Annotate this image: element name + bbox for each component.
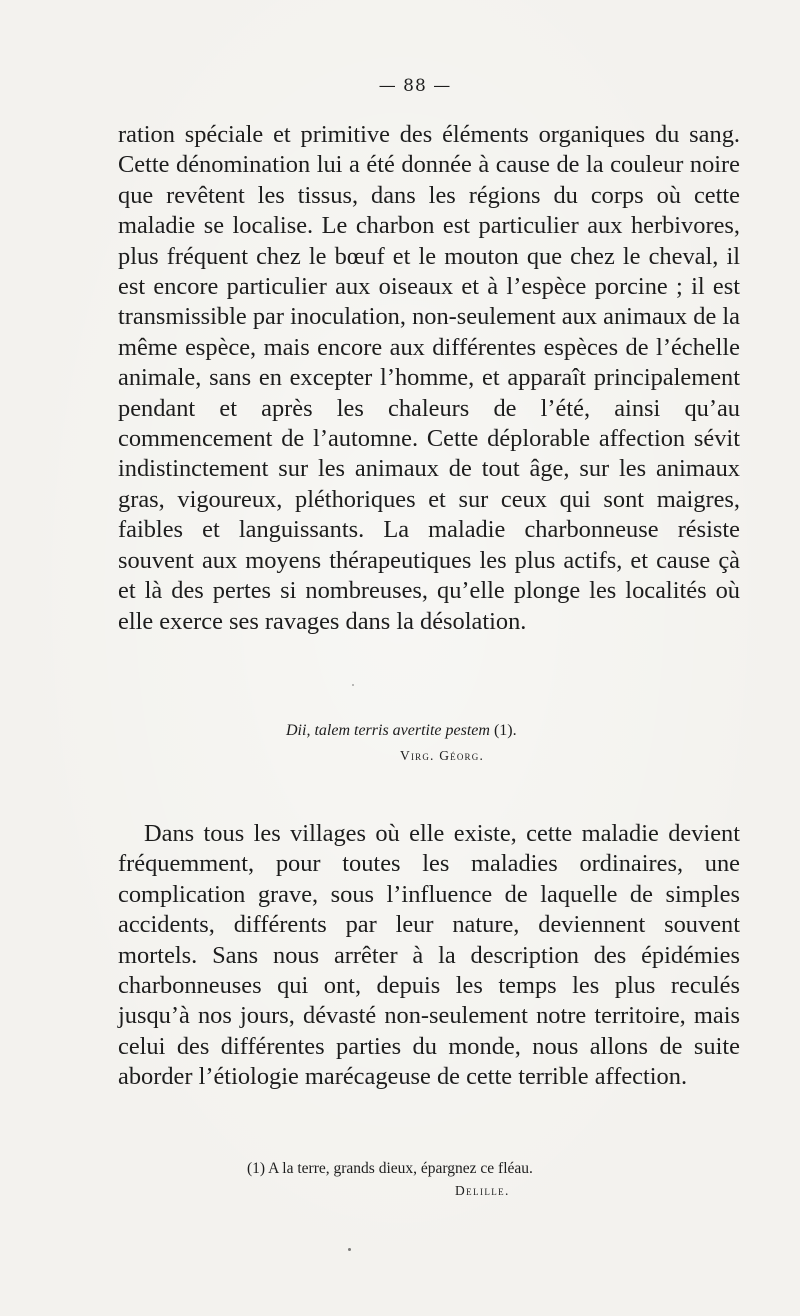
epigraph-note-ref: (1).	[493, 722, 517, 739]
epigraph-latin: Dii, talem terris avertite pestem	[286, 722, 490, 739]
epigraph-quote	[286, 722, 517, 740]
epigraph-attribution: Virg. Géorg.	[400, 748, 485, 763]
body-paragraph-2: Dans tous les villages où elle existe, cette maladie devient fréquemment, pour toutes les maladies ordinaires, une complication grave, sous l’influence de laquelle de simples accidents, différents par leur nature, deviennent souvent mortels. Sans nous arrêter à la description des épidémies charbonneuses qui ont, depuis les temps les plus reculés jusqu’à nos jours, dévasté non-seulement notre territoire, mais celui des différentes parties du monde, nous allons de suite aborder l’étiologie marécageuse de cette terrible affection.	[118, 820, 740, 1091]
body-paragraph-1: ration spéciale et primitive des éléments organiques du sang. Cette dénomination lui a été donnée à cause de la couleur noire que revêtent les tissus, dans les régions du corps où cette maladie se localise. Le charbon est particulier aux herbivores, plus fréquent chez le bœuf et le mouton que chez le cheval, il est encore particulier aux oiseaux et à l’espèce porcine ; il est transmissible par inoculation, non-seulement aux animaux de la même espèce, mais encore aux différentes espèces de l’échelle animale, sans en excepter l’homme, et apparaît principalement pendant et après les chaleurs de l’été, ainsi qu’au commencement de l’automne. Cette déplorable affection sévit indistinctement sur les animaux de tout âge, sur les animaux gras, vigoureux, pléthoriques et sur ceux qui sont maigres, faibles et languissants. La maladie charbonneuse résiste souvent aux moyens thérapeutiques les plus actifs, et cause çà et là des pertes si nombreuses, qu’elle plonge les localités où elle exerce ses ravages dans la désolation.	[118, 121, 740, 635]
footnote-text: (1) A la terre, grands dieux, épargnez ce fléau.	[247, 1160, 533, 1177]
ink-speck	[348, 1248, 351, 1251]
page-number: — 88 —	[378, 76, 452, 96]
ink-speck	[352, 684, 354, 686]
footnote-attribution: Delille.	[455, 1183, 510, 1198]
